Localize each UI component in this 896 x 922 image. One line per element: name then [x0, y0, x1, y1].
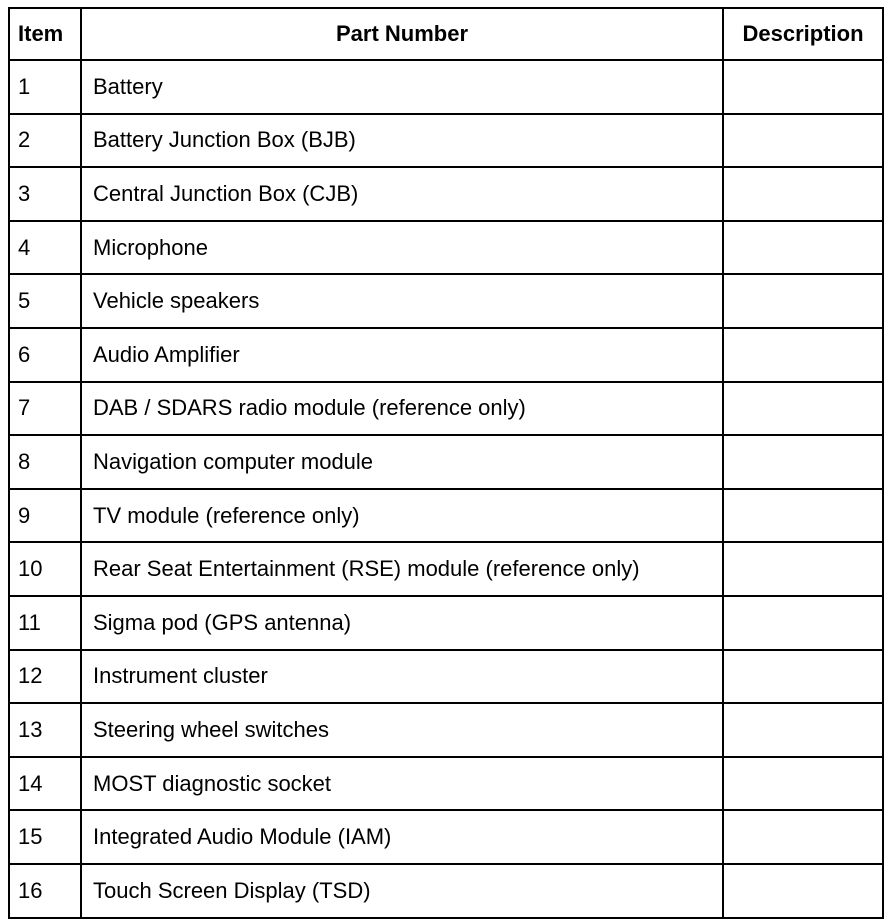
description-cell [723, 435, 883, 489]
header-row [9, 8, 883, 60]
description-cell [723, 489, 883, 543]
table-row [9, 650, 883, 704]
table-row [9, 167, 883, 221]
part-name: MOST diagnostic socket [81, 757, 723, 811]
table-row [9, 114, 883, 168]
table-body [9, 60, 883, 918]
table-row [9, 810, 883, 864]
description-cell [723, 650, 883, 704]
item-number: 10 [9, 542, 81, 596]
part-name: Sigma pod (GPS antenna) [81, 596, 723, 650]
item-number: 7 [9, 382, 81, 436]
header-description: Description [723, 8, 883, 60]
description-cell [723, 864, 883, 918]
header-item: Item [9, 8, 81, 60]
part-name: Battery Junction Box (BJB) [81, 114, 723, 168]
item-number: 4 [9, 221, 81, 275]
item-number: 2 [9, 114, 81, 168]
item-number: 15 [9, 810, 81, 864]
table-row [9, 274, 883, 328]
item-number: 11 [9, 596, 81, 650]
part-name: Integrated Audio Module (IAM) [81, 810, 723, 864]
item-number: 3 [9, 167, 81, 221]
table-row [9, 542, 883, 596]
description-cell [723, 542, 883, 596]
item-number: 6 [9, 328, 81, 382]
item-number: 1 [9, 60, 81, 114]
description-cell [723, 757, 883, 811]
part-name: Steering wheel switches [81, 703, 723, 757]
item-number: 14 [9, 757, 81, 811]
part-name: Central Junction Box (CJB) [81, 167, 723, 221]
table-row [9, 703, 883, 757]
table-row [9, 60, 883, 114]
table-row [9, 864, 883, 918]
table-row [9, 435, 883, 489]
parts-table [8, 7, 884, 919]
description-cell [723, 60, 883, 114]
item-number: 9 [9, 489, 81, 543]
item-number: 16 [9, 864, 81, 918]
item-number: 8 [9, 435, 81, 489]
table-row [9, 757, 883, 811]
part-name: Touch Screen Display (TSD) [81, 864, 723, 918]
description-cell [723, 703, 883, 757]
table-row [9, 382, 883, 436]
table-row [9, 328, 883, 382]
part-name: Battery [81, 60, 723, 114]
part-name: Vehicle speakers [81, 274, 723, 328]
part-name: Rear Seat Entertainment (RSE) module (reference only) [81, 542, 723, 596]
description-cell [723, 810, 883, 864]
description-cell [723, 382, 883, 436]
item-number: 5 [9, 274, 81, 328]
part-name: DAB / SDARS radio module (reference only) [81, 382, 723, 436]
description-cell [723, 167, 883, 221]
description-cell [723, 328, 883, 382]
description-cell [723, 274, 883, 328]
parts-table-container [8, 7, 882, 915]
table-row [9, 596, 883, 650]
item-number: 13 [9, 703, 81, 757]
description-cell [723, 114, 883, 168]
table-row [9, 489, 883, 543]
part-name: Instrument cluster [81, 650, 723, 704]
table-row [9, 221, 883, 275]
part-name: Microphone [81, 221, 723, 275]
table-header [9, 8, 883, 60]
header-part-number: Part Number [81, 8, 723, 60]
description-cell [723, 596, 883, 650]
description-cell [723, 221, 883, 275]
part-name: TV module (reference only) [81, 489, 723, 543]
item-number: 12 [9, 650, 81, 704]
part-name: Navigation computer module [81, 435, 723, 489]
part-name: Audio Amplifier [81, 328, 723, 382]
